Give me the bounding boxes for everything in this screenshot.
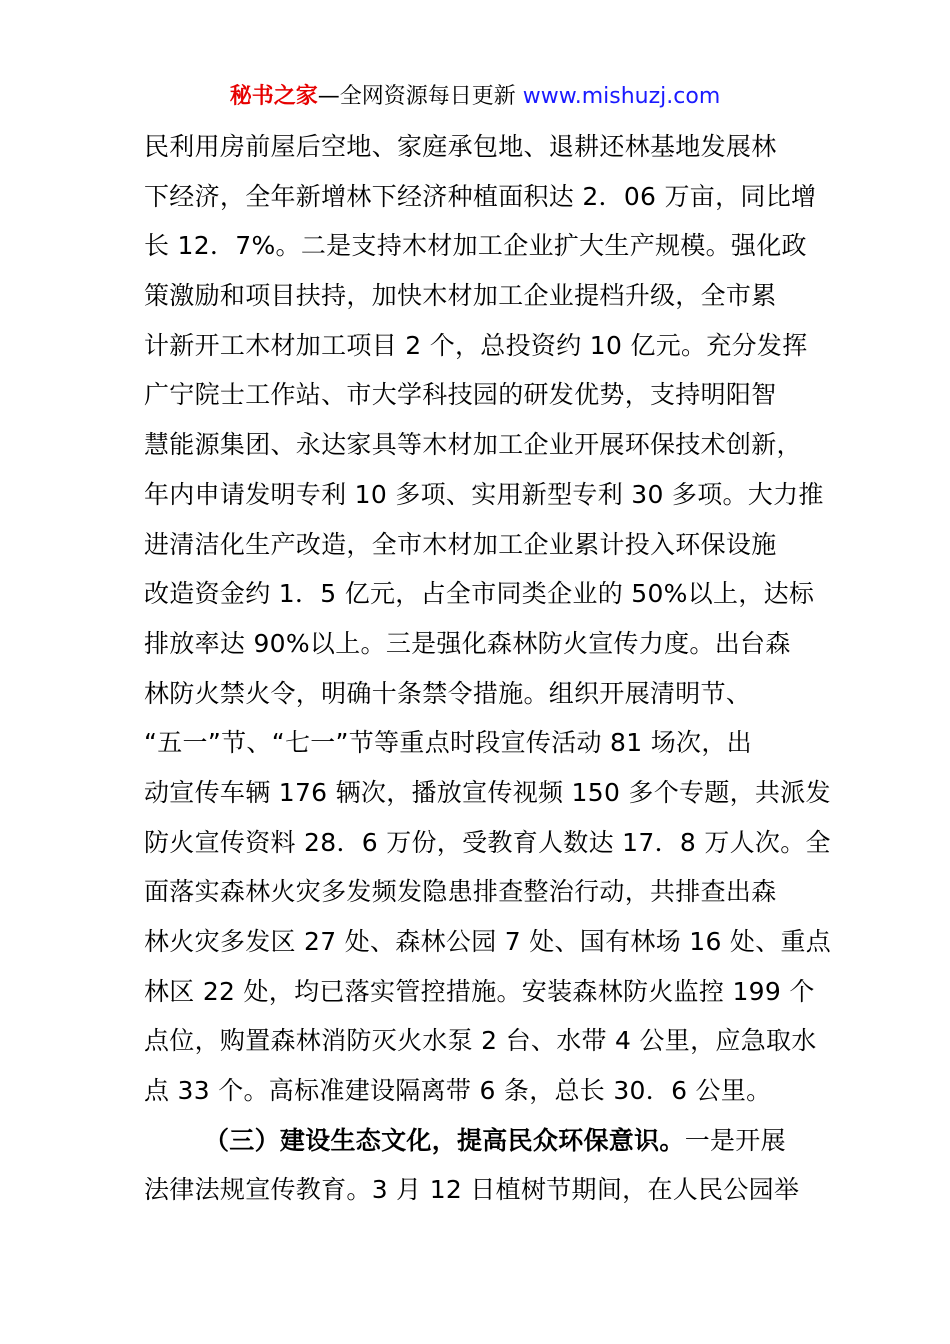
text-line: 民利用房前屋后空地、家庭承包地、退耕还林基地发展林	[144, 132, 777, 161]
text-line: 面落实森林火灾多发频发隐患排查整治行动，共排查出森	[144, 877, 777, 907]
text-line: 防火宣传资料 28．6 万份，受教育人数达 17．8 万人次。全	[144, 827, 831, 857]
section-heading-line	[144, 1116, 814, 1166]
text-line: 点 33 个。高标准建设隔离带 6 条，总长 30．6 公里。	[144, 1076, 772, 1106]
text-line: 林防火禁火令，明确十条禁令措施。组织开展清明节、	[144, 678, 752, 708]
text-line: 改造资金约 1．5 亿元，占全市同类企业的 50%以上，达标	[144, 579, 815, 609]
text-line: 长 12．7%。二是支持木材加工企业扩大生产规模。强化政	[144, 231, 807, 261]
text-line: 策激励和项目扶持，加快木材加工企业提档升级，全市累	[144, 281, 777, 311]
body-text	[144, 122, 832, 1215]
text-line: 林火灾多发区 27 处、森林公园 7 处、国有林场 16 处、重点	[144, 927, 832, 956]
text-line: 动宣传车辆 176 辆次，播放宣传视频 150 多个专题，共派发	[144, 777, 831, 807]
brand-name: 秘书之家	[229, 84, 318, 109]
text-line: 年内申请发明专利 10 多项、实用新型专利 30 多项。大力推	[144, 479, 824, 509]
text-line: 广宁院士工作站、市大学科技园的研发优势，支持明阳智	[144, 380, 777, 410]
text-line: 点位，购置森林消防灭火水泵 2 台、水带 4 公里，应急取水	[144, 1026, 817, 1056]
header-tagline: —全网资源每日更新	[317, 84, 516, 109]
text-line: 慧能源集团、永达家具等木材加工企业开展环保技术创新，	[144, 430, 802, 460]
site-url-link[interactable]: www.mishuzj.com	[522, 84, 721, 109]
page-header	[0, 82, 950, 112]
text-line: 进清洁化生产改造，全市木材加工企业累计投入环保设施	[144, 529, 777, 559]
text-line: 计新开工木材加工项目 2 个，总投资约 10 亿元。充分发挥	[144, 330, 808, 360]
text-line: “五一”节、“七一”节等重点时段宣传活动 81 场次，出	[144, 728, 752, 758]
text-line: 下经济，全年新增林下经济种植面积达 2．06 万亩，同比增	[144, 181, 817, 211]
section-heading: （三）建设生态文化，提高民众环保意识。	[204, 1125, 685, 1155]
text-line: 法律法规宣传教育。3 月 12 日植树节期间，在人民公园举	[144, 1175, 800, 1205]
section-heading-tail: 一是开展	[684, 1125, 786, 1155]
text-line: 排放率达 90%以上。三是强化森林防火宣传力度。出台森	[144, 628, 791, 658]
text-line: 林区 22 处，均已落实管控措施。安装森林防火监控 199 个	[144, 976, 815, 1006]
